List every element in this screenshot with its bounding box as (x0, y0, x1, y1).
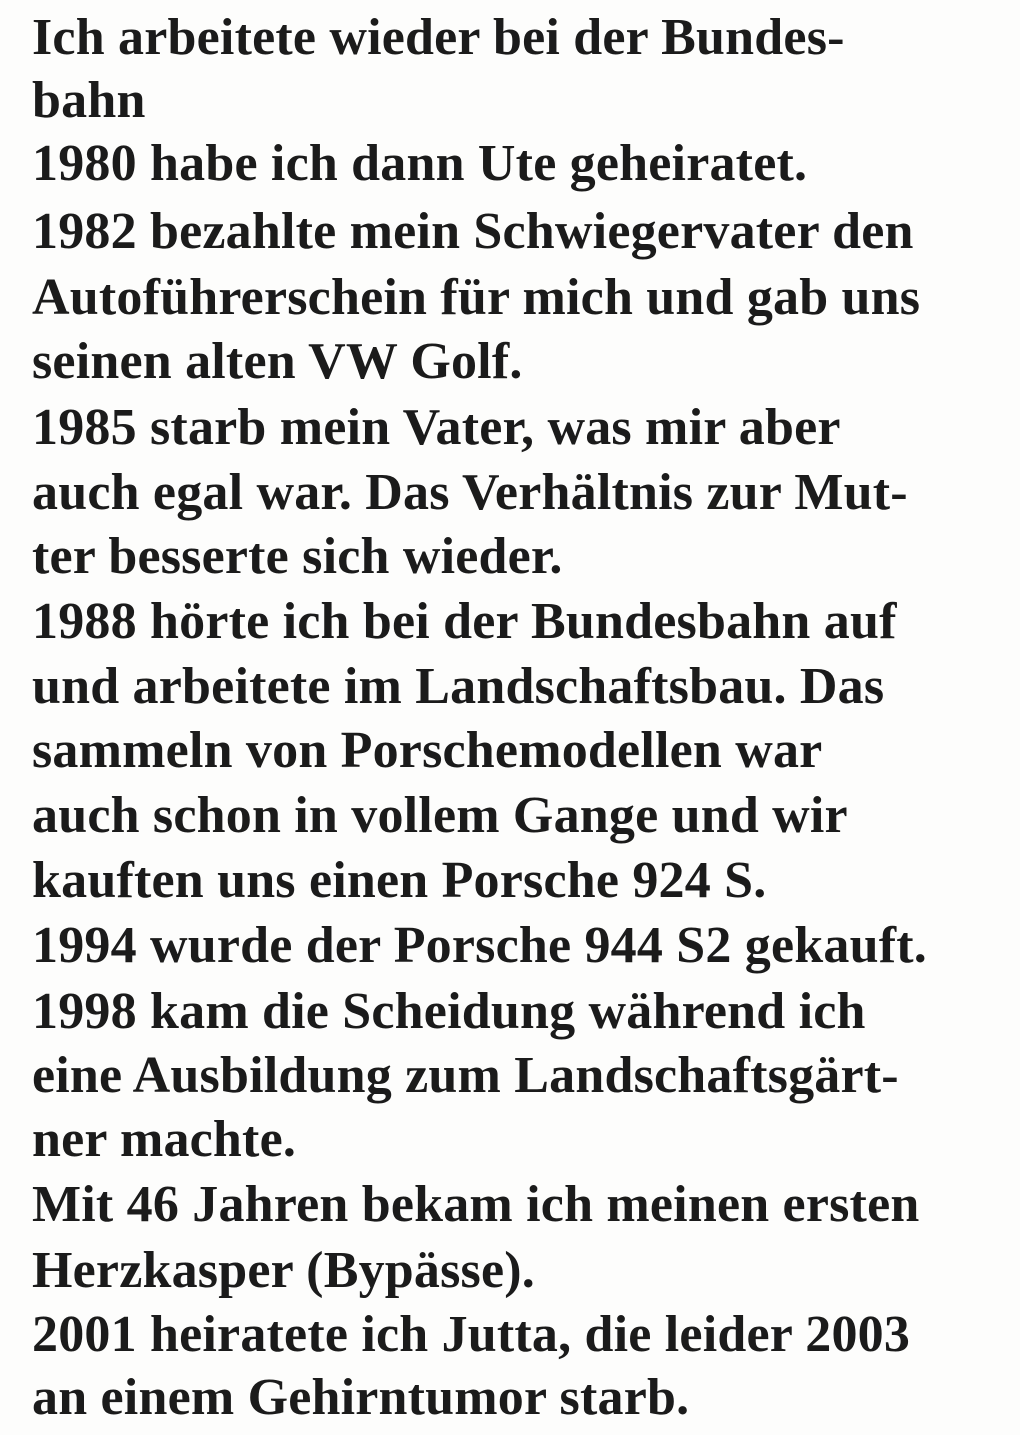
text-line-18: ner machte. (32, 1111, 297, 1168)
text-line-22: an einem Gehirntumor starb. (32, 1369, 690, 1426)
text-line-19: Mit 46 Jahren bekam ich meinen ersten (32, 1176, 920, 1233)
text-line-2: bahn (32, 72, 146, 129)
text-line-14: kauften uns einen Porsche 924 S. (32, 852, 767, 909)
text-line-9: ter besserte sich wieder. (32, 528, 563, 585)
text-line-6: seinen alten VW Golf. (32, 333, 523, 390)
text-line-13: auch schon in vollem Gange und wir (32, 787, 848, 844)
text-line-7: 1985 starb mein Vater, was mir aber (32, 399, 841, 456)
text-line-15: 1994 wurde der Porsche 944 S2 gekauft. (32, 917, 927, 974)
text-line-5: Autoführerschein für mich und gab uns (32, 269, 921, 326)
text-line-3: 1980 habe ich dann Ute geheiratet. (32, 135, 808, 192)
text-line-20: Herzkasper (Bypässe). (32, 1242, 535, 1299)
text-line-12: sammeln von Porschemodellen war (32, 722, 823, 779)
text-line-21: 2001 heiratete ich Jutta, die leider 2003 (32, 1306, 911, 1363)
text-line-11: und arbeitete im Landschaftsbau. Das (32, 658, 885, 715)
text-line-8: auch egal war. Das Verhältnis zur Mut- (32, 464, 908, 521)
text-line-4: 1982 bezahlte mein Schwiegervater den (32, 203, 914, 260)
text-line-1: Ich arbeitete wieder bei der Bundes- (32, 9, 845, 66)
text-line-17: eine Ausbildung zum Landschaftsgärt- (32, 1047, 899, 1104)
text-line-10: 1988 hörte ich bei der Bundesbahn auf (32, 593, 897, 650)
text-line-16: 1998 kam die Scheidung während ich (32, 983, 866, 1040)
